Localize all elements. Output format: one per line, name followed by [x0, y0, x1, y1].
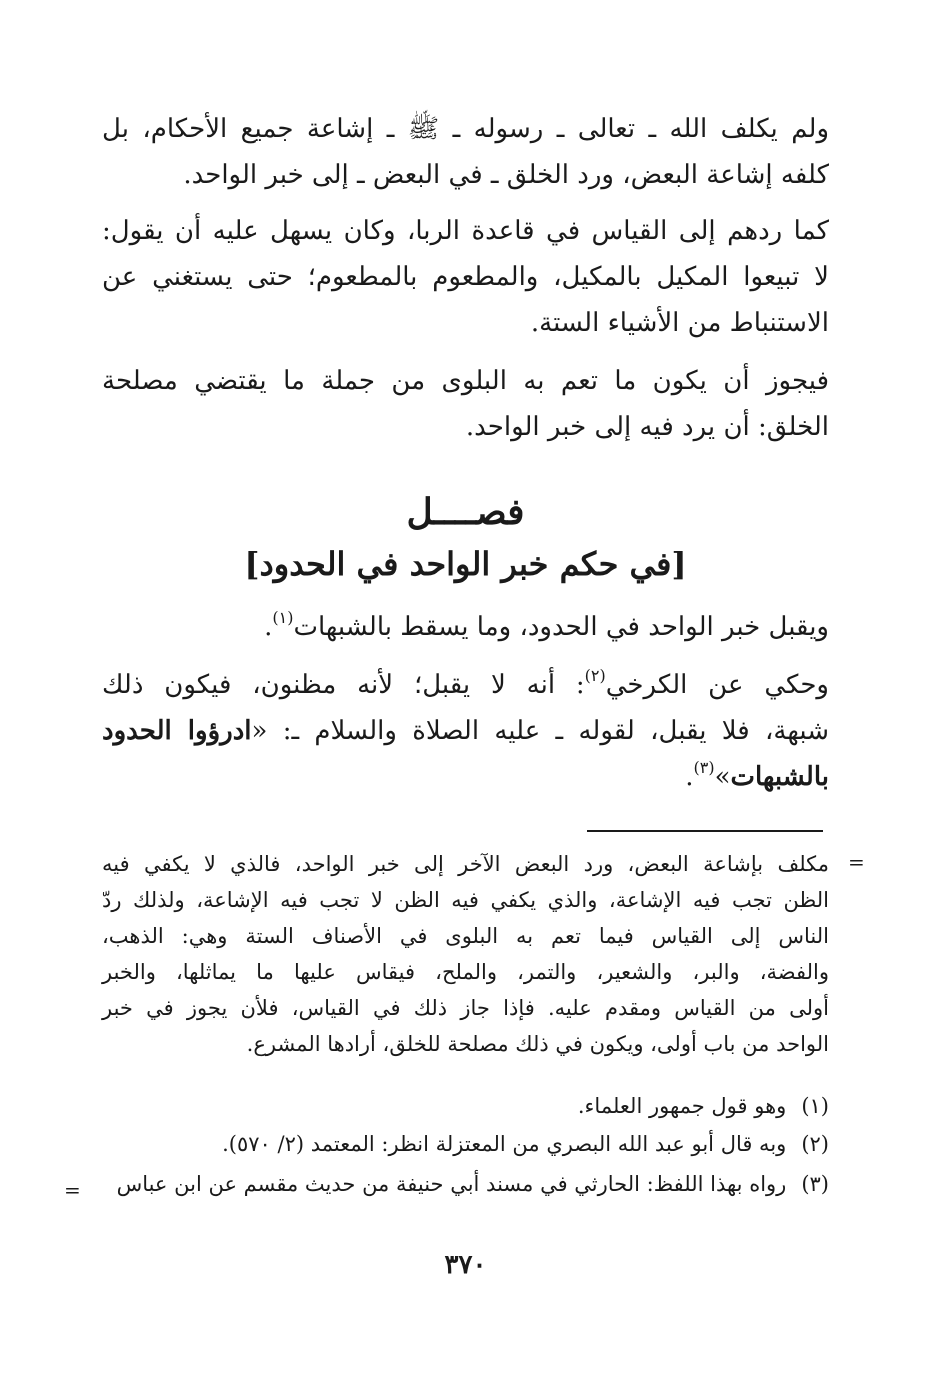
footnote-line: والفضة، والبر، والشعير، والتمر، والملح، فيقاس عليها ما يماثلها، والخبر: [102, 960, 829, 984]
paragraph-text: ويقبل خبر الواحد في الحدود، وما يسقط بالشبهات: [293, 612, 829, 642]
footnote-line: الواحد من باب أولى، ويكون في ذلك مصلحة للخلق، أرادها المشرع.: [246, 1032, 829, 1056]
footnote-line: مكلف بإشاعة البعض، ورد البعض الآخر إلى خبر الواحد، فالذي لا يكفي فيه: [102, 852, 829, 876]
paragraph-line: لا تبيعوا المكيل بالمكيل، والمطعوم بالمطعوم؛ حتى يستغني عن: [102, 262, 829, 292]
footnote-line: الظن تجب فيه الإشاعة، والذي يكفي فيه الظن لا تجب فيه الإشاعة، ولذلك ردّ: [102, 888, 829, 912]
paragraph-text: وحكي عن الكرخي: [605, 670, 829, 700]
footnote-divider: [587, 830, 823, 832]
paragraph-3: [102, 358, 829, 450]
paragraph-line: [102, 754, 829, 800]
footnote-text: رواه بهذا اللفظ: الحارثي في مسند أبي حنيفة من حديث مقسم عن ابن عباس: [116, 1172, 787, 1196]
footnote-line: الناس إلى القياس فيما تعم به البلوى في الأصناف الستة وهي: الذهب،: [102, 924, 829, 948]
footnote-2: [102, 1126, 829, 1162]
paragraph-1: [102, 106, 829, 198]
footnote-ref-2[interactable]: (٢): [584, 666, 606, 685]
paragraph-line: ولم يكلف الله ـ تعالى ـ رسوله ـ ﷺ ـ إشاعة جميع الأحكام، بل: [102, 114, 829, 144]
paragraph-end: .: [264, 612, 273, 642]
paragraph-end: .: [685, 762, 694, 792]
next-page-mark: =: [64, 1178, 81, 1202]
paragraph-line: [102, 708, 829, 754]
continuation-mark: =: [848, 850, 865, 874]
footnote-3: [102, 1166, 829, 1202]
paragraph-line: كلفه إشاعة البعض، ورد الخلق ـ في البعض ـ إلى خبر الواحد.: [183, 160, 829, 190]
footnote-text: وبه قال أبو عبد الله البصري من المعتزلة انظر: المعتمد (٢/ ٥٧٠).: [222, 1132, 787, 1156]
footnote-continuation: [102, 846, 829, 1062]
paragraph-5: [102, 662, 829, 800]
paragraph-line: كما ردهم إلى القياس في قاعدة الربا، وكان يسهل عليه أن يقول:: [102, 216, 829, 246]
paragraph-2: [102, 208, 829, 346]
paragraph-line: [102, 604, 829, 650]
footnote-line: أولى من القياس ومقدم عليه. فإذا جاز ذلك في القياس، فلأن يجوز في خبر: [102, 996, 829, 1020]
paragraph-text: : أنه لا يقبل؛ لأنه مظنون، فيكون ذلك: [102, 670, 585, 700]
section-heading: فصــــل: [406, 491, 525, 533]
footnote-number: (٣): [801, 1172, 829, 1196]
footnote-number: (١): [801, 1094, 829, 1118]
paragraph-line: الخلق: أن يرد فيه إلى خبر الواحد.: [465, 412, 829, 442]
paragraph-line: فيجوز أن يكون ما تعم به البلوى من جملة ما يقتضي مصلحة: [102, 366, 829, 396]
footnote-1: [102, 1088, 829, 1124]
paragraph-line: الاستنباط من الأشياء الستة.: [530, 308, 829, 338]
paragraph-line: [102, 662, 829, 708]
hadith-text: بالشبهات: [730, 762, 829, 792]
section-title: [في حكم خبر الواحد في الحدود]: [244, 545, 687, 583]
footnote-ref-1[interactable]: (١): [272, 608, 294, 627]
paragraph-4: [102, 604, 829, 650]
quote-close: »: [714, 762, 731, 792]
footnote-number: (٢): [801, 1132, 829, 1156]
footnote-ref-3[interactable]: (٣): [693, 758, 715, 777]
hadith-text: ادرؤوا الحدود: [102, 716, 252, 746]
page-number: ٣٧٠: [444, 1250, 487, 1280]
paragraph-text: شبهة، فلا يقبل، لقوله ـ عليه الصلاة والسلام ـ: «: [251, 716, 829, 746]
footnote-text: وهو قول جمهور العلماء.: [577, 1094, 787, 1118]
